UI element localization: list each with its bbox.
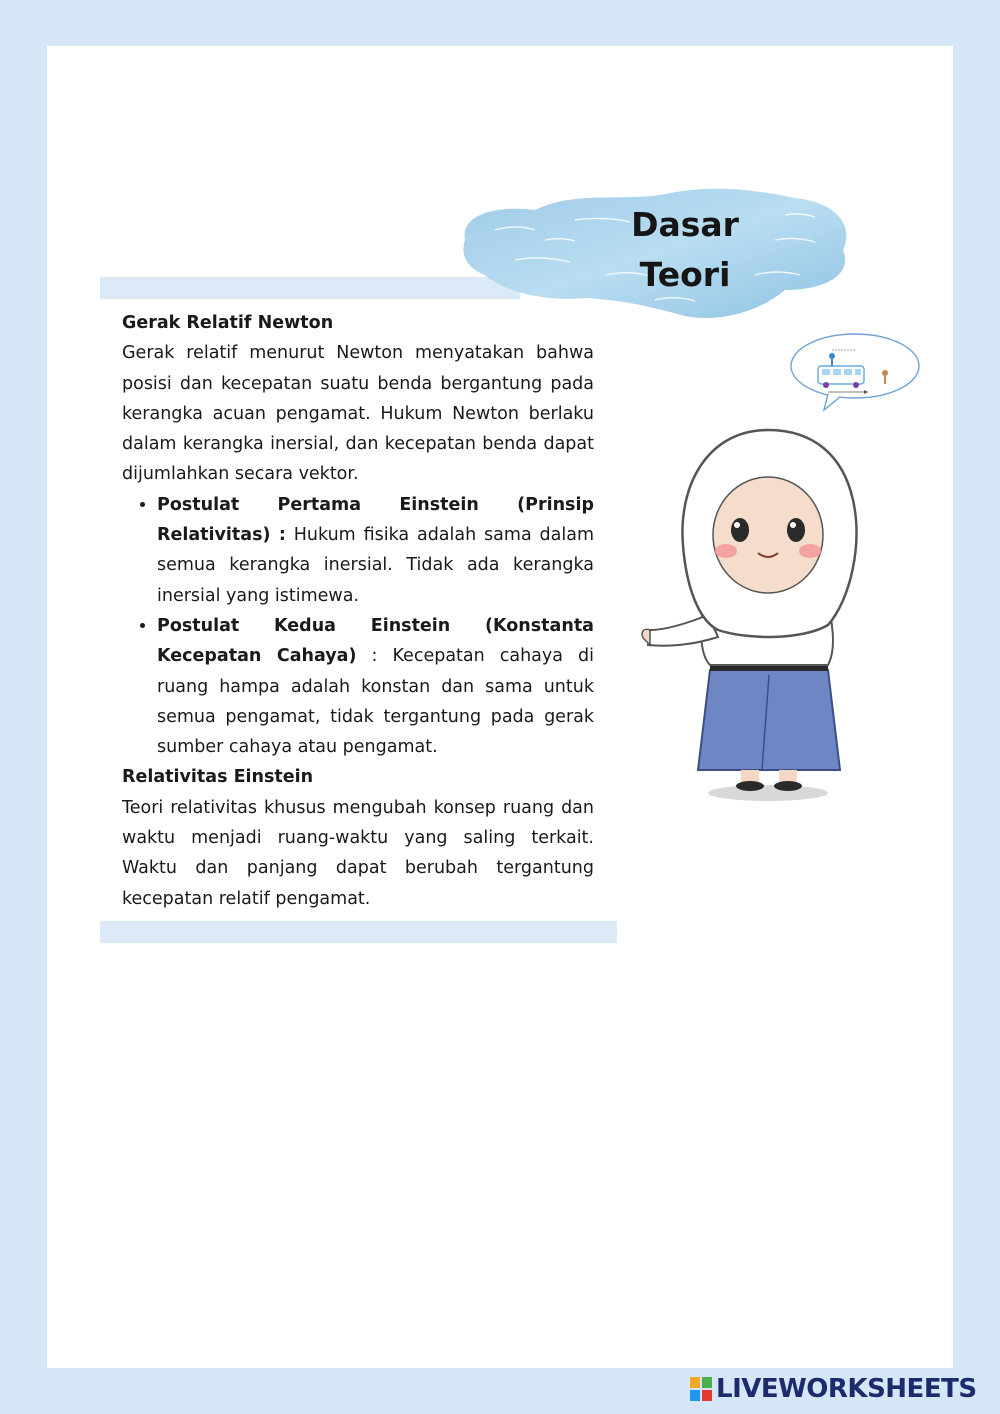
- relative-motion-diagram: [788, 328, 923, 413]
- footer-band: [100, 921, 617, 943]
- hijab-girl-illustration: [638, 425, 868, 810]
- title-line-1: Dasar: [631, 205, 739, 244]
- einstein-paragraph: Teori relativitas khusus mengubah konsep ruang dan waktu menjadi ruang-waktu yang saling terkait. Waktu dan panjang dapat berubah tergantung kecepatan relatif pengamat.: [122, 797, 594, 909]
- postulate-2-text: : Kecepatan cahaya di ruang hampa adalah konstan dan sama untuk semua pengamat, tidak tergantung pada gerak sumber cahaya atau pengamat.: [157, 646, 594, 758]
- postulate-1-label: Postulat Pertama Einstein (Prinsip Relativitas) :: [157, 494, 594, 546]
- list-item: [157, 611, 594, 762]
- postulate-list: [122, 490, 594, 763]
- postulate-1-text: Hukum fisika adalah sama dalam semua kerangka inersial. Tidak ada kerangka inersial yang istimewa.: [157, 525, 594, 606]
- postulate-2-label: Postulat Kedua Einstein (Konstanta Kecepatan Cahaya): [157, 615, 594, 667]
- liveworksheets-brand: [690, 1374, 977, 1404]
- newton-heading: Gerak Relatif Newton: [122, 313, 334, 333]
- einstein-heading: Relativitas Einstein: [122, 767, 314, 788]
- theory-content: [122, 308, 594, 914]
- page-title: [600, 200, 770, 300]
- title-line-2: Teori: [639, 255, 731, 294]
- newton-paragraph: Gerak relatif menurut Newton menyatakan bahwa posisi dan kecepatan suatu benda bergantung pada kerangka acuan pengamat. Hukum Newton berlaku dalam kerangka inersial, dan kecepatan benda dapat dijumlahkan secara vektor.: [122, 343, 594, 485]
- brand-name: LIVEWORKSHEETS: [716, 1374, 977, 1404]
- list-item: [157, 490, 594, 611]
- liveworksheets-logo-icon: [690, 1377, 712, 1401]
